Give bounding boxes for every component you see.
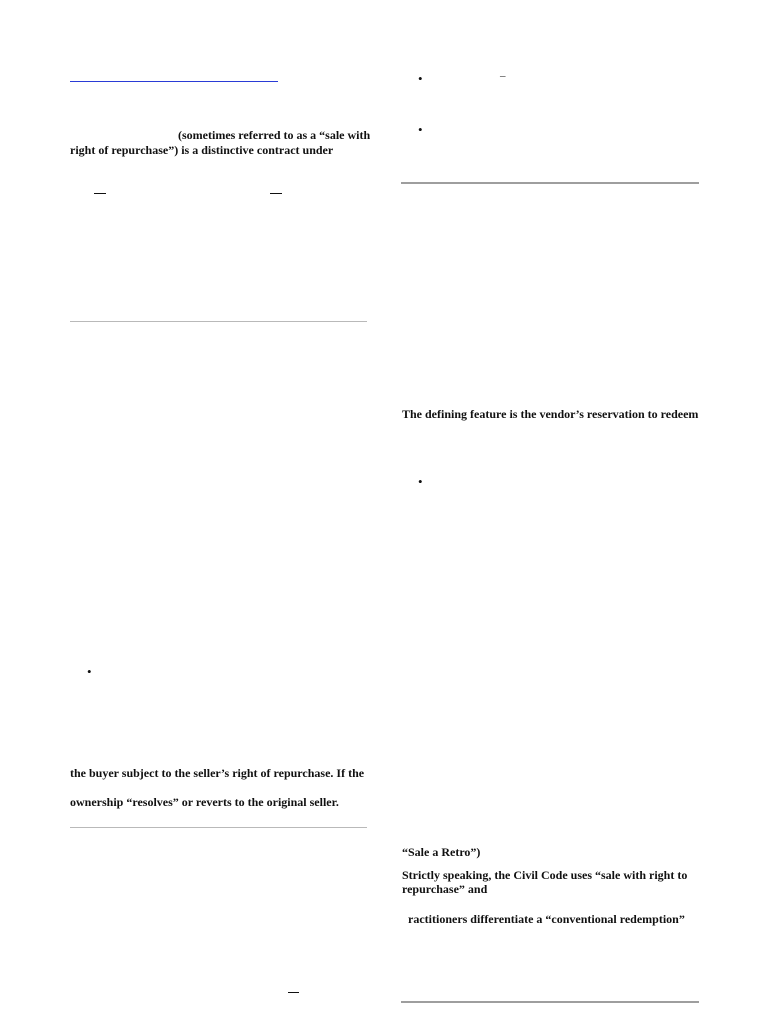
- civil-code-text-line-2: repurchase” and: [402, 882, 488, 896]
- body-text-line-2: ownership “resolves” or reverts to the original seller.: [70, 795, 339, 809]
- section-divider: [70, 827, 367, 828]
- civil-code-text-line-1: Strictly speaking, the Civil Code uses “sale with right to: [402, 868, 688, 882]
- em-dash-mark: [288, 992, 299, 993]
- bullet-point: •: [418, 474, 423, 489]
- bullet-point: •: [87, 664, 92, 679]
- em-dash-mark: [270, 193, 282, 194]
- en-dash-mark: –: [500, 70, 506, 82]
- bullet-point: •: [418, 122, 423, 137]
- section-divider: [401, 182, 699, 184]
- hyperlink-underline[interactable]: [70, 81, 278, 82]
- bullet-point: •: [418, 71, 423, 86]
- section-divider: [70, 321, 367, 322]
- section-divider: [401, 1001, 699, 1003]
- body-text-line-1: the buyer subject to the seller’s right of repurchase. If the: [70, 766, 365, 780]
- intro-text-line-2: right of repurchase”) is a distinctive contract under: [70, 143, 334, 157]
- intro-text-line-1: (sometimes referred to as a “sale with: [178, 128, 371, 142]
- practitioners-text: ractitioners differentiate a “conventional redemption”: [408, 912, 685, 926]
- defining-feature-text: The defining feature is the vendor’s reservation to redeem: [402, 407, 699, 421]
- section-heading: “Sale a Retro”): [402, 845, 481, 859]
- em-dash-mark: [94, 193, 106, 194]
